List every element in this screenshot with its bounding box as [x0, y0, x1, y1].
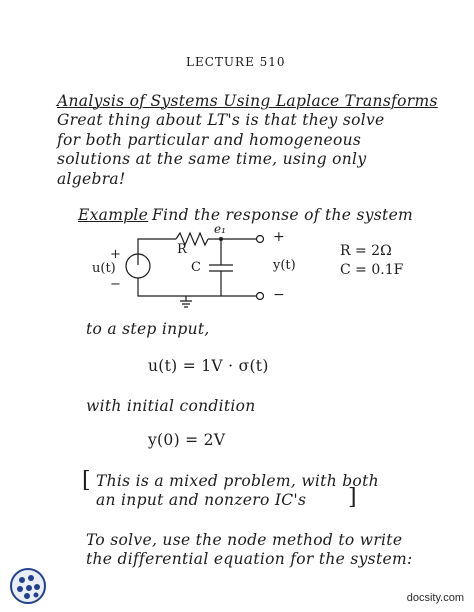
- intro-line-4: algebra!: [57, 170, 126, 188]
- lecture-title: LECTURE 510: [186, 55, 286, 69]
- capacitor-label: C: [191, 260, 201, 275]
- bracket-open: [: [82, 468, 91, 493]
- node-dot: [219, 237, 223, 241]
- solve-line-1: To solve, use the node method to write: [86, 531, 403, 549]
- output-terminal-top: [257, 236, 264, 243]
- bracket-close: ]: [348, 485, 357, 510]
- bracket-line-2: an input and nonzero IC's: [96, 491, 307, 509]
- output-minus: −: [273, 287, 285, 303]
- footer-brand[interactable]: docsity.com: [406, 592, 464, 604]
- output-label: y(t): [273, 258, 296, 273]
- node-label: e₁: [214, 222, 226, 236]
- wire-bottom: [138, 278, 256, 296]
- example-text: Find the response of the system: [152, 206, 414, 224]
- initial-condition-text: with initial condition: [86, 397, 256, 415]
- intro-line-2: for both particular and homogeneous: [57, 131, 362, 149]
- step-input-text: to a step input,: [86, 320, 210, 338]
- docsity-logo-icon: [8, 566, 48, 606]
- example-label: Example: [78, 206, 149, 224]
- output-plus: +: [273, 229, 285, 245]
- resistor-label: R: [177, 242, 187, 257]
- intro-line-3: solutions at the same time, using only: [57, 150, 367, 168]
- solve-line-2: the differential equation for the system:: [86, 550, 413, 568]
- ground-symbol: [180, 296, 192, 307]
- section-heading: Analysis of Systems Using Laplace Transforms: [57, 92, 438, 110]
- r-value: R = 2Ω: [340, 243, 392, 259]
- intro-line-1: Great thing about LT's is that they solve: [57, 111, 385, 129]
- output-terminal-bottom: [257, 293, 264, 300]
- source-label: u(t): [92, 261, 116, 276]
- bracket-line-1: This is a mixed problem, with both: [96, 472, 379, 490]
- wire-top-left: [138, 239, 176, 265]
- step-input-equation: u(t) = 1V · σ(t): [148, 357, 269, 375]
- c-value: C = 0.1F: [340, 262, 404, 278]
- source-plus: +: [110, 247, 121, 262]
- source-minus: −: [110, 277, 121, 292]
- initial-condition-equation: y(0) = 2V: [148, 431, 226, 449]
